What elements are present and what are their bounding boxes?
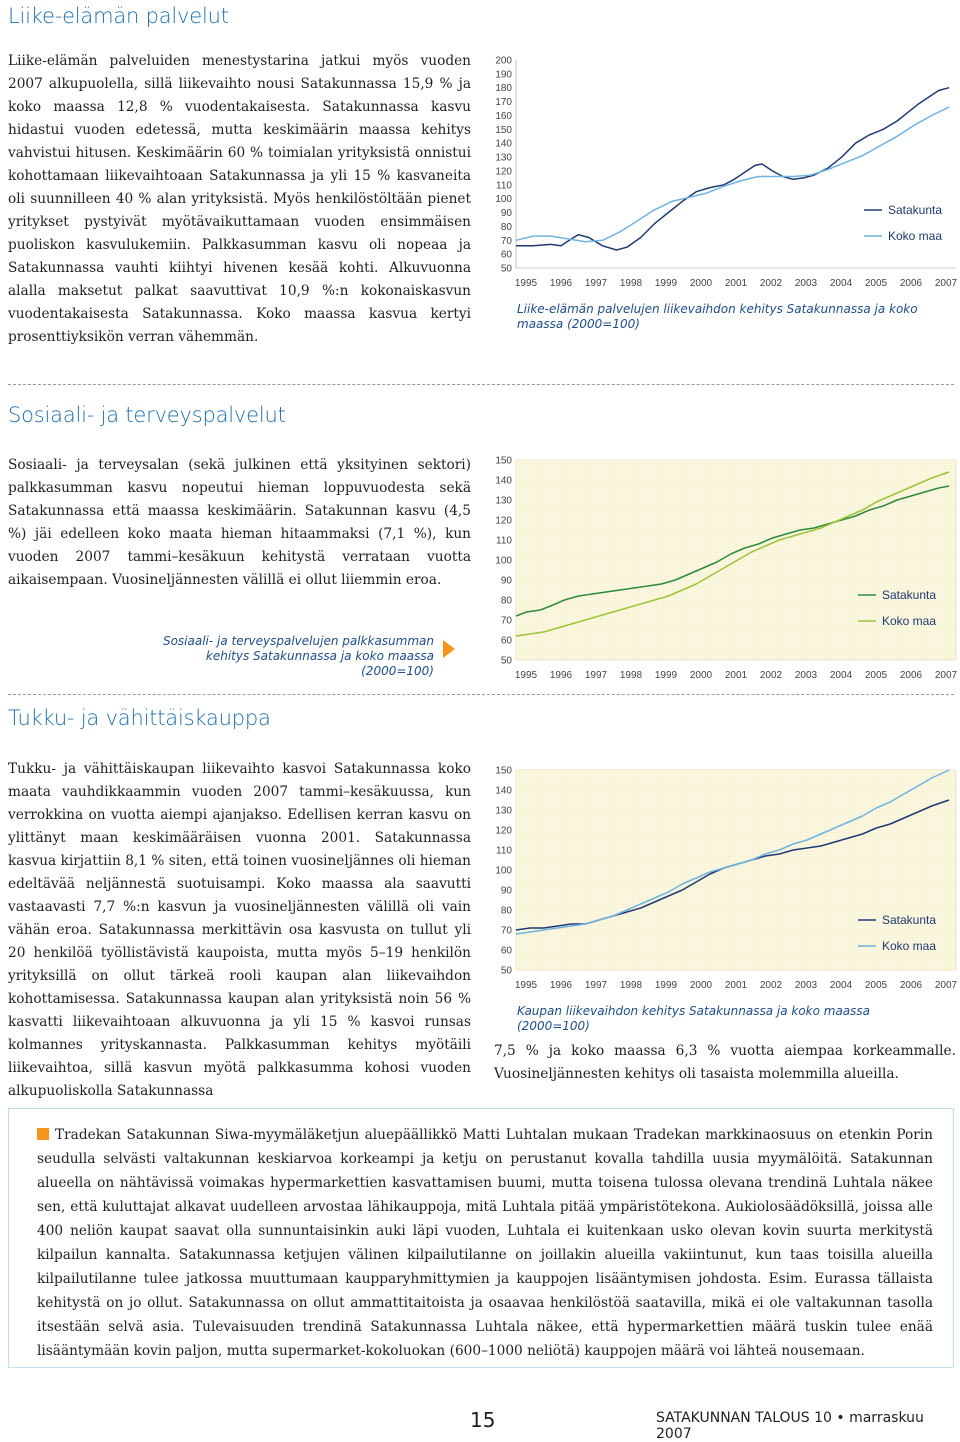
y-tick-label: 130 xyxy=(495,495,512,507)
x-tick-label: 2003 xyxy=(794,670,818,681)
x-tick-label: 1998 xyxy=(619,278,643,289)
legend-label: Satakunta xyxy=(888,203,943,217)
y-tick-label: 70 xyxy=(500,235,512,247)
y-tick-label: 190 xyxy=(495,69,512,81)
caption-pointer-arrow-icon xyxy=(443,640,457,658)
x-tick-label: 2003 xyxy=(794,980,818,991)
y-tick-label: 100 xyxy=(495,865,512,877)
y-tick-label: 60 xyxy=(500,945,512,957)
legend-label: Koko maa xyxy=(882,614,937,628)
x-tick-label: 2006 xyxy=(899,670,923,681)
x-tick-label: 2007 xyxy=(934,980,958,991)
x-tick-label: 2002 xyxy=(759,670,783,681)
legend-label: Koko maa xyxy=(882,939,937,953)
section-title-business-services: Liike-elämän palvelut xyxy=(8,4,229,28)
y-tick-label: 150 xyxy=(495,124,512,136)
section-divider xyxy=(8,384,954,385)
y-tick-label: 130 xyxy=(495,152,512,164)
x-tick-label: 2001 xyxy=(724,670,748,681)
y-tick-label: 80 xyxy=(500,905,512,917)
y-tick-label: 60 xyxy=(500,635,512,647)
y-tick-label: 50 xyxy=(500,655,512,667)
x-tick-label: 1995 xyxy=(514,670,538,681)
x-tick-label: 2004 xyxy=(829,278,853,289)
y-tick-label: 100 xyxy=(495,194,512,206)
x-tick-label: 2003 xyxy=(794,278,818,289)
chart-caption-social-health xyxy=(130,634,434,679)
interview-box xyxy=(8,1108,954,1368)
x-tick-label: 2002 xyxy=(759,980,783,991)
y-tick-label: 150 xyxy=(495,765,512,777)
x-tick-label: 2000 xyxy=(689,980,713,991)
legend-label: Satakunta xyxy=(882,588,937,602)
x-tick-label: 1997 xyxy=(584,670,608,681)
interview-box-paragraph xyxy=(37,1123,933,1363)
interview-box-text: Tradekan Satakunnan Siwa-myymäläketjun aluepäällikkö Matti Luhtalan mukaan Tradekan markkinaosuus on etenkin Porin seudulla selvästi valtakunnan keskiarvoa korkeampi ja ketju on perustanut kovalla tahdilla uusia myymälöitä. Satakunnan alueella on nähtävissä voimakas hypermarkettien kasvattamisen buumi, mutta toisena tulossa olevana trendinä Luhtala näkee sen, että kuluttajat alkavat uudelleen arvostaa lähikauppoja, mitä Luhtala pitää ympäristötekona. Aukiolosäädöksillä, joissa alle 400 neliön kaupat saavat olla sunnuntaisinkin auki läpi vuoden, Luhtala ei kuitenkaan usko olevan kovin suurta merkitystä kilpailun kannalta. Satakunnassa ketjujen välinen kilpailutilanne on joillakin alueilla vakiintunut, kun taas toisilla alueilla kilpailutilanne tulee jatkossa muuttumaan kaupparyhmittymien ja kauppojen lisääntymisen johdosta. Esim. Eurassa tällaista kehitystä on jo ollut. Satakunnassa on ollut ammattitaitoista ja osaavaa henkilöstöä saatavilla, mikä ei ole valtakunnan tasolla itsestään selvä asia. Tulevaisuuden trendinä Satakunnassa Luhtala näkee, että hypermarkettien määrä tuskin tulee enää lisääntymään kovin paljon, mutta supermarket-kokoluokan (600–1000 neliötä) kauppojen määrä voi lähteä nousemaan. xyxy=(37,1127,933,1359)
chart-trade xyxy=(488,760,958,1000)
x-tick-label: 1996 xyxy=(549,278,573,289)
x-tick-label: 2001 xyxy=(724,278,748,289)
y-tick-label: 70 xyxy=(500,615,512,627)
x-tick-label: 1996 xyxy=(549,980,573,991)
x-tick-label: 1998 xyxy=(619,980,643,991)
y-tick-label: 150 xyxy=(495,455,512,467)
section-divider xyxy=(8,694,954,695)
x-tick-label: 2005 xyxy=(864,278,888,289)
y-tick-label: 100 xyxy=(495,555,512,567)
section-title-social-health: Sosiaali- ja terveyspalvelut xyxy=(8,403,286,427)
y-tick-label: 90 xyxy=(500,885,512,897)
x-tick-label: 2004 xyxy=(829,670,853,681)
series-line-satakunta xyxy=(516,88,949,250)
x-tick-label: 2005 xyxy=(864,670,888,681)
x-tick-label: 1999 xyxy=(654,278,678,289)
y-tick-label: 180 xyxy=(495,83,512,95)
x-tick-label: 1996 xyxy=(549,670,573,681)
y-tick-label: 80 xyxy=(500,595,512,607)
y-tick-label: 120 xyxy=(495,166,512,178)
series-line-koko-maa xyxy=(516,107,949,242)
legend-label: Satakunta xyxy=(882,913,937,927)
section-body-business-services: Liike-elämän palveluiden menestystarina jatkui myös vuoden 2007 alkupuolella, sillä liikevaihto nousi Satakunnassa 15,9 % ja koko maassa 12,8 % vuodentakaisesta. Satakunnassa kasvu hidastui vuoden edetessä, mutta keskimäärin maassa kehitys vahvistui hitusen. Keskimäärin 60 % toimialan yrityksistä onnistui kohottamaan liikevaihtoaan Satakunnassa ja yli 15 % kasvaneita oli suunnilleen 40 % alan yrityksistä. Myös henkilöstöltään pienet yritykset pystyivät myötävaikuttamaan vuoden ensimmäisen puoliskon kasvulukemiin. Palkkasumman kasvu oli nopeaa ja Satakunnassa vauhti kiihtyi hivenen kesää kohti. Alkuvuonna alalla maksetut palkat saavuttivat 10,9 %:n kokonaiskasvun vuodentakaisesta Satakunnassa. Koko maassa kasvua kertyi prosenttiyksikön verran vähemmän. xyxy=(8,53,471,345)
chart-business-services xyxy=(488,50,958,300)
x-tick-label: 2004 xyxy=(829,980,853,991)
x-tick-label: 1999 xyxy=(654,670,678,681)
section-body-social-health: Sosiaali- ja terveysalan (sekä julkinen että yksityinen sektori) palkkasumman kasvu nopeutui hieman loppuvuodesta sekä Satakunnassa että maassa keskimäärin. Satakunnan kasvu (4,5 %) jäi edelleen koko maata hieman hitaammaksi (7,1 %), kun vuoden 2007 tammi–kesäkuun kehitystä verrataan vuotta aikaisempaan. Vuosineljännesten välillä ei ollut liiemmin eroa. xyxy=(8,457,471,588)
y-tick-label: 110 xyxy=(496,845,512,857)
x-tick-label: 2001 xyxy=(724,980,748,991)
x-tick-label: 2000 xyxy=(689,278,713,289)
y-tick-label: 90 xyxy=(500,208,512,220)
y-tick-label: 130 xyxy=(495,805,512,817)
x-tick-label: 1999 xyxy=(654,980,678,991)
x-tick-label: 1997 xyxy=(584,278,608,289)
section-body-trade: Tukku- ja vähittäiskaupan liikevaihto kasvoi Satakunnassa koko maata vauhdikkaammin vuoden 2007 tammi–kesäkuussa, kun verrokkina on vuotta aiempi ajanjakso. Edellisen kerran kasvu on ylittänyt maan keskimääräisen vuonna 2001. Satakunnassa kasvua kirjattiin 8,1 % siten, että toinen vuosineljännes oli hieman edeltävää neljännestä suotuisampi. Koko maassa ala saavutti vastaavasti 7,7 %:n kasvun ja vuosineljännesten välillä oli vain vähän eroa. Satakunnassa merkittävin osa kasvusta on tullut yli 20 henkilöä työllistävistä kaupoista, mutta myös 5–19 henkilön yrityksillä on ollut tärkeä rooli kaupan alan liikevaihdon kohottamisessa. Satakunnassa kaupan alan yrityksistä noin 56 % kasvatti liikevaihtoaan alkuvuonna ja yli 15 % kasvoi runsas kolmannes yrityskannasta. Palkkasumman kehitys myötäili liikevaihtoa, sillä kasvun myötä palkkasumma kohosi vuoden alkupuoliskolla Satakunnassa xyxy=(8,761,471,1099)
y-tick-label: 50 xyxy=(500,965,512,977)
x-tick-label: 1997 xyxy=(584,980,608,991)
x-tick-label: 2006 xyxy=(899,980,923,991)
x-tick-label: 2007 xyxy=(934,670,958,681)
x-tick-label: 2002 xyxy=(759,278,783,289)
x-tick-label: 2006 xyxy=(899,278,923,289)
y-tick-label: 60 xyxy=(500,249,512,261)
chart-caption-trade: Kaupan liikevaihdon kehitys Satakunnassa ja koko maassa (2000=100) xyxy=(517,1004,871,1033)
x-tick-label: 1998 xyxy=(619,670,643,681)
y-tick-label: 50 xyxy=(500,263,512,275)
section-title-trade: Tukku- ja vähittäiskauppa xyxy=(8,706,271,730)
x-tick-label: 1995 xyxy=(514,980,538,991)
y-tick-label: 140 xyxy=(495,138,512,150)
page-number: 15 xyxy=(470,1408,496,1432)
y-tick-label: 70 xyxy=(500,925,512,937)
y-tick-label: 160 xyxy=(495,110,512,122)
chart-social-health xyxy=(488,450,958,690)
y-tick-label: 120 xyxy=(495,825,512,837)
y-tick-label: 90 xyxy=(500,575,512,587)
chart-caption-line-2: kehitys Satakunnassa ja koko maassa (2000=100) xyxy=(205,649,434,678)
x-tick-label: 2000 xyxy=(689,670,713,681)
y-tick-label: 110 xyxy=(496,180,512,192)
legend-label: Koko maa xyxy=(888,229,943,243)
section-body-trade-continued: 7,5 % ja koko maassa 6,3 % vuotta aiempaa korkeammalle. Vuosineljännesten kehitys oli tasaista molemmilla alueilla. xyxy=(494,1043,956,1082)
y-tick-label: 80 xyxy=(500,221,512,233)
y-tick-label: 140 xyxy=(495,785,512,797)
chart-caption-business-services: Liike-elämän palvelujen liikevaihdon kehitys Satakunnassa ja koko maassa (2000=100) xyxy=(517,302,918,331)
y-tick-label: 120 xyxy=(495,515,512,527)
x-tick-label: 2007 xyxy=(934,278,958,289)
orange-square-bullet-icon xyxy=(37,1128,49,1140)
x-tick-label: 2005 xyxy=(864,980,888,991)
y-tick-label: 110 xyxy=(496,535,512,547)
x-tick-label: 1995 xyxy=(514,278,538,289)
y-tick-label: 170 xyxy=(495,97,512,109)
y-tick-label: 200 xyxy=(495,55,512,67)
publication-footer: SATAKUNNAN TALOUS 10 • marraskuu 2007 xyxy=(656,1410,924,1442)
chart-caption-line-1: Sosiaali- ja terveyspalvelujen palkkasumman xyxy=(162,634,434,648)
y-tick-label: 140 xyxy=(495,475,512,487)
